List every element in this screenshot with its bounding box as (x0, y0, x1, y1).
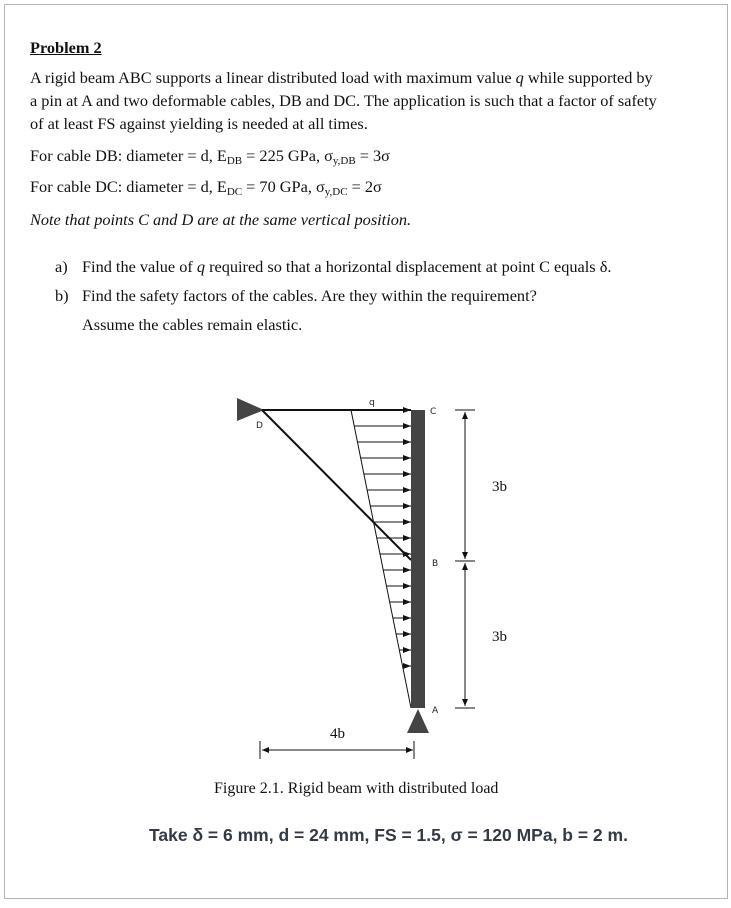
intro-line-1: A rigid beam ABC supports a linear distributed load with maximum value q while supported by (30, 68, 653, 87)
pin-support-a (407, 709, 429, 733)
given-values: Take δ = 6 mm, d = 24 mm, FS = 1.5, σ = 120 MPa, b = 2 m. (149, 825, 628, 845)
problem-title: Problem 2 (30, 38, 102, 57)
note: Note that points C and D are at the same vertical position. (30, 210, 412, 229)
label-b: B (432, 559, 439, 569)
intro-line-2: a pin at A and two deformable cables, DB and DC. The application is such that a factor of safety (30, 91, 657, 110)
dim-label-upper: 3b (492, 479, 507, 495)
dim-label-lower: 3b (492, 629, 507, 645)
intro-line-3: of at least FS against yielding is needed at all times. (30, 114, 368, 133)
question-b: b) Find the safety factors of the cables. Are they within the requirement? (55, 286, 537, 305)
pin-support-d (237, 398, 264, 421)
load-arrows (354, 426, 411, 666)
question-a: a) Find the value of q required so that a horizontal displacement at point C equals δ. (55, 257, 612, 276)
label-d: D (256, 421, 263, 431)
figure-caption: Figure 2.1. Rigid beam with distributed load (214, 780, 499, 797)
label-a: A (432, 706, 439, 716)
rigid-beam-abc (411, 410, 425, 708)
cable-dc-spec: For cable DC: diameter = d, $E_{DC} = 70$ GPa, $\sigma_{y,DC} = 2\sigma$ (30, 177, 382, 198)
label-c: C (430, 407, 437, 417)
load-envelope (351, 410, 411, 708)
label-q: q (369, 398, 375, 408)
cable-db-spec: For cable DB: diameter = d, $E_{DB} = 225$ GPa, $\sigma_{y,DB} = 3\sigma$ (30, 146, 390, 167)
assumption: Assume the cables remain elastic. (82, 315, 303, 334)
dim-label-horizontal: 4b (330, 726, 345, 742)
